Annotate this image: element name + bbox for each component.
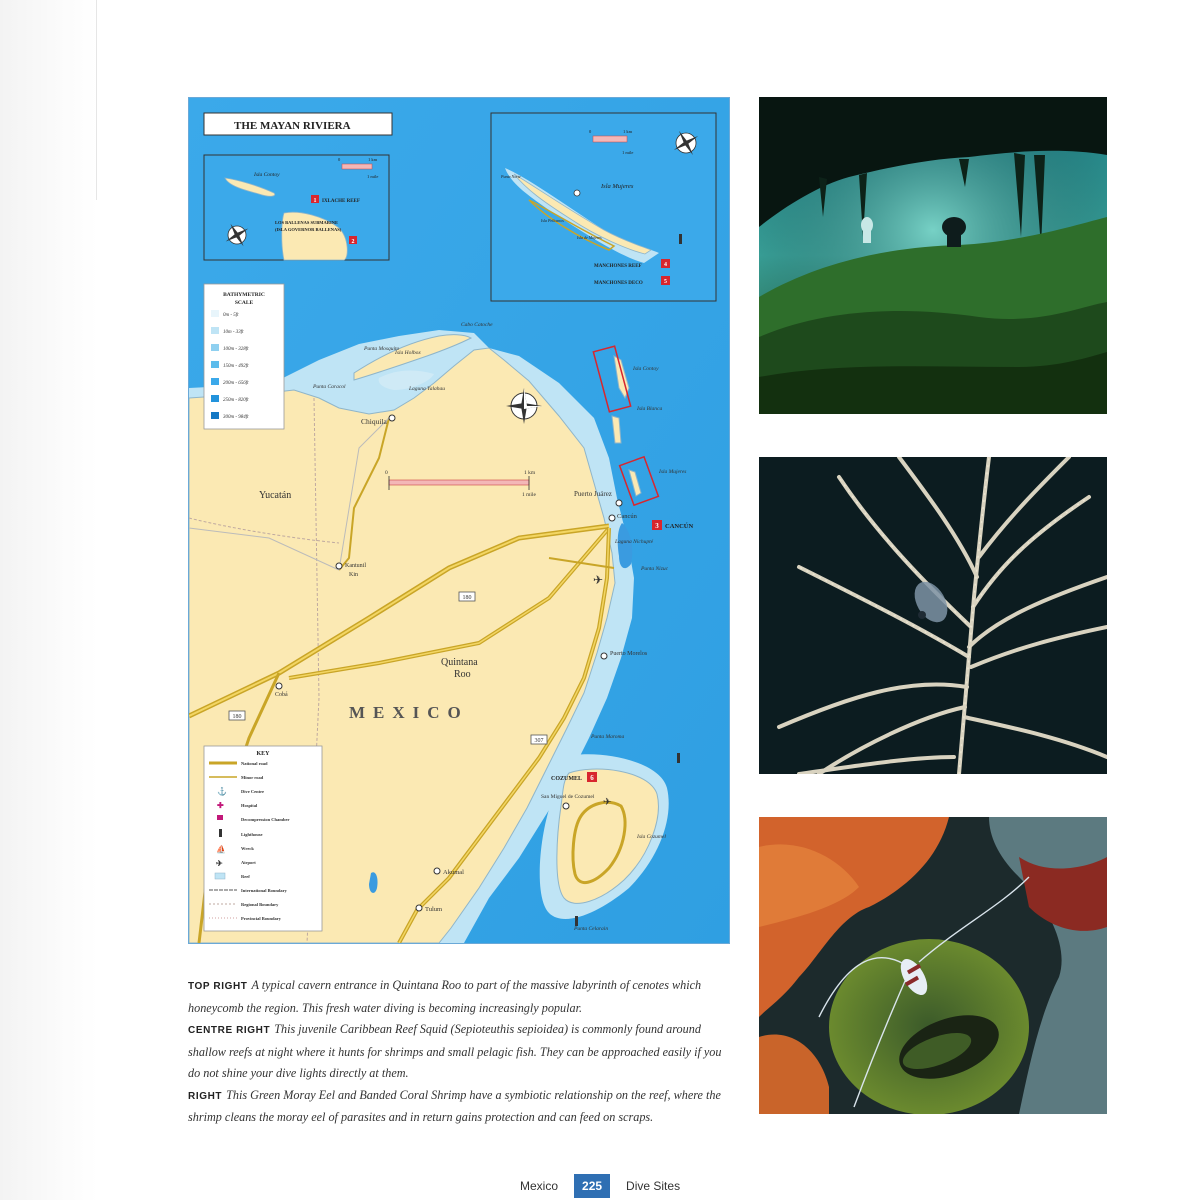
dive-centre-icon: ⚓ xyxy=(217,787,227,796)
road-sign-307 xyxy=(531,735,547,744)
airport-icon-cancun: ✈ xyxy=(593,573,604,587)
inset-mujeres-island-label: Isla Mujeres xyxy=(601,183,634,190)
road-number: 180 xyxy=(232,714,242,720)
label-cabo-catoche: Cabo Catoche xyxy=(461,322,493,328)
town-cancun-marker xyxy=(609,515,615,521)
label-punta-maroma: Punta Maroma xyxy=(591,734,625,740)
dive-site-number: 2 xyxy=(351,239,355,245)
hospital-icon: ✚ xyxy=(217,801,224,810)
town-puerto-juarez-marker xyxy=(616,500,622,506)
bathymetric-level: 200m - 656ft xyxy=(223,381,249,386)
photo-cenote-cavern xyxy=(759,97,1107,414)
footer-section: Mexico xyxy=(520,1179,559,1193)
scale-mile: 1 mile xyxy=(522,492,536,498)
town-chiquila: Chiquila xyxy=(361,417,387,426)
label-isla-blanca: Isla Blanca xyxy=(637,406,663,412)
town-puerto-morelos-marker xyxy=(601,653,607,659)
town-akumal: Akumal xyxy=(443,869,464,876)
label-laguna-nichupte: Laguna Nichupté xyxy=(615,539,654,545)
caption-right xyxy=(188,1085,733,1129)
scale-mile: 1 mile xyxy=(367,174,379,179)
label-punta-mosquito: Punta Mosquito xyxy=(364,346,400,352)
dive-site-name: MANCHONES REEF xyxy=(594,264,642,269)
wreck-icon: ⛵ xyxy=(216,845,226,854)
town-tulum-marker xyxy=(416,905,422,911)
caption-top-right xyxy=(188,975,733,1019)
inset-isla-contoy xyxy=(204,155,389,260)
bathymetric-level: 0m - 5ft xyxy=(223,313,239,318)
airport-icon: ✈ xyxy=(216,859,223,868)
key-title: KEY xyxy=(256,751,270,757)
caption-label: CENTRE RIGHT xyxy=(188,1025,271,1036)
town-puerto-juarez: Puerto Juárez xyxy=(574,490,612,498)
label-punta-celarain: Punta Celarain xyxy=(574,926,609,932)
town-san-miguel-marker xyxy=(563,803,569,809)
caption-label: RIGHT xyxy=(188,1090,223,1102)
inset-mujeres-small-label: Isla de Mujeres xyxy=(577,235,602,240)
dive-site-number: 1 xyxy=(313,198,317,204)
photo-reef-squid xyxy=(759,457,1107,774)
key-item: Reef xyxy=(241,874,250,879)
road-sign-180 xyxy=(459,592,475,601)
country-label-mexico: MEXICO xyxy=(349,703,469,722)
dive-site-number: 4 xyxy=(664,262,667,268)
dive-site-name: MANCHONES DECO xyxy=(594,281,643,286)
scale-mile: 1 mile xyxy=(622,150,634,155)
inset-isla-mujeres xyxy=(491,113,716,301)
road-number: 307 xyxy=(534,738,544,744)
town-kin: Kin xyxy=(349,572,358,578)
mayan-riviera-map xyxy=(188,97,730,944)
key-item: Regional Boundary xyxy=(241,902,279,907)
bathymetric-level: 250m - 820ft xyxy=(223,398,249,403)
dive-site-name: CANCÚN xyxy=(665,523,694,530)
footer-chapter: Dive Sites xyxy=(626,1179,681,1193)
dive-site-number: 5 xyxy=(664,279,667,285)
label-isla-holbox: Isla Holbox xyxy=(395,350,421,356)
photo-captions xyxy=(188,975,733,1129)
page-binding-shadow xyxy=(0,0,98,1200)
road-number: 180 xyxy=(462,595,472,601)
key-item: Provincial Boundary xyxy=(241,916,282,921)
town-puerto-morelos: Puerto Morelos xyxy=(610,651,648,657)
scale-zero: 0 xyxy=(589,129,592,134)
map-key xyxy=(204,746,322,931)
town-kantunil-marker xyxy=(336,563,342,569)
map-title-box xyxy=(204,113,392,135)
town-chiquila-marker xyxy=(389,415,395,421)
region-yucatan: Yucatán xyxy=(259,490,292,501)
dive-site-name: COZUMEL xyxy=(551,776,583,782)
chamber-icon xyxy=(217,815,223,820)
town-coba: Cobá xyxy=(275,692,288,698)
bathymetric-level: 300m - 984ft xyxy=(223,415,249,420)
town-akumal-marker xyxy=(434,868,440,874)
key-item: Lighthouse xyxy=(241,832,263,837)
bathymetric-subtitle: SCALE xyxy=(234,300,254,306)
bathymetric-level: 10m - 33ft xyxy=(223,330,244,335)
dive-site-number: 6 xyxy=(590,774,594,782)
label-isla-mujeres: Isla Mujeres xyxy=(659,469,687,475)
binding-line xyxy=(96,0,97,200)
scale-zero: 0 xyxy=(338,157,341,162)
key-item: Dive Centre xyxy=(241,789,265,794)
page-footer xyxy=(520,1173,680,1199)
key-item: Hospital xyxy=(241,803,258,808)
key-item: Decompression Chamber xyxy=(241,817,290,822)
reef-icon xyxy=(215,873,225,879)
region-quintana: Quintana xyxy=(441,657,478,668)
airport-icon-cozumel: ✈ xyxy=(603,797,612,808)
label-laguna-yalahau: Laguna Yalahau xyxy=(409,386,446,392)
town-san-miguel: San Miguel de Cozumel xyxy=(541,794,595,800)
inset-mujeres-small-label: Punta Norte xyxy=(501,174,521,179)
caption-text: This juvenile Caribbean Reef Squid (Sepioteuthis sepioidea) is commonly found around shallow reefs at night where it hunts for shrimps and small pelagic fish. They can be approached easily if you do not shine your dive lights directly at them. xyxy=(188,1022,722,1080)
bathymetric-level: 100m - 328ft xyxy=(223,347,249,352)
dive-site-number: 3 xyxy=(655,522,659,530)
scale-km: 1 km xyxy=(623,129,633,134)
key-item: Wreck xyxy=(241,846,254,851)
region-roo: Roo xyxy=(454,669,471,680)
scale-km: 1 km xyxy=(524,470,536,476)
map-title: THE MAYAN RIVIERA xyxy=(234,120,351,132)
dive-site-name: IXLACHE REEF xyxy=(322,199,360,204)
caption-label: TOP RIGHT xyxy=(188,981,248,992)
key-item: Airport xyxy=(241,860,256,865)
label-punta-nizuc: Punta Nizuc xyxy=(641,566,669,572)
caption-text: This Green Moray Eel and Banded Coral Shrimp have a symbiotic relationship on the reef, where the shrimp cleans the moray eel of parasites and in return gains protection and can feed on scraps. xyxy=(188,1087,721,1124)
town-tulum: Tulum xyxy=(425,906,443,913)
scale-zero: 0 xyxy=(385,470,388,476)
town-coba-marker xyxy=(276,683,282,689)
page-number-badge: 225 xyxy=(574,1174,610,1198)
key-item: Minor road xyxy=(241,775,264,780)
town-cancun: Cancún xyxy=(617,513,637,520)
caption-centre-right xyxy=(188,1019,733,1085)
caption-text: A typical cavern entrance in Quintana Roo to part of the massive labyrinth of cenotes which honeycomb the region. This fresh water diving is becoming increasingly popular. xyxy=(188,978,702,1015)
lighthouse-icon xyxy=(219,829,222,837)
town-kantunil: Kantunil xyxy=(345,563,366,569)
key-item: National road xyxy=(241,761,268,766)
dive-site-subname: (ISLA GOVERNOR BALLENAS) xyxy=(275,227,342,232)
label-isla-cozumel: Isla Cozumel xyxy=(637,834,666,840)
dive-site-name: LOS BALLENAS SUBMARINE xyxy=(275,220,339,225)
bathymetric-title: BATHYMETRIC xyxy=(223,292,265,298)
label-isla-contoy: Isla Contoy xyxy=(633,366,659,372)
inset-mujeres-small-label: Isla Pelicanos xyxy=(541,218,564,223)
key-item: International Boundary xyxy=(241,888,287,893)
photo-moray-eel xyxy=(759,817,1107,1114)
road-sign-180b xyxy=(229,711,245,720)
scale-km: 1 km xyxy=(368,157,378,162)
bathymetric-scale xyxy=(204,284,284,429)
bathymetric-level: 150m - 492ft xyxy=(223,364,249,369)
label-punta-caracol: Punta Caracol xyxy=(313,384,346,390)
inset-contoy-island-label: Isla Contoy xyxy=(254,172,280,178)
